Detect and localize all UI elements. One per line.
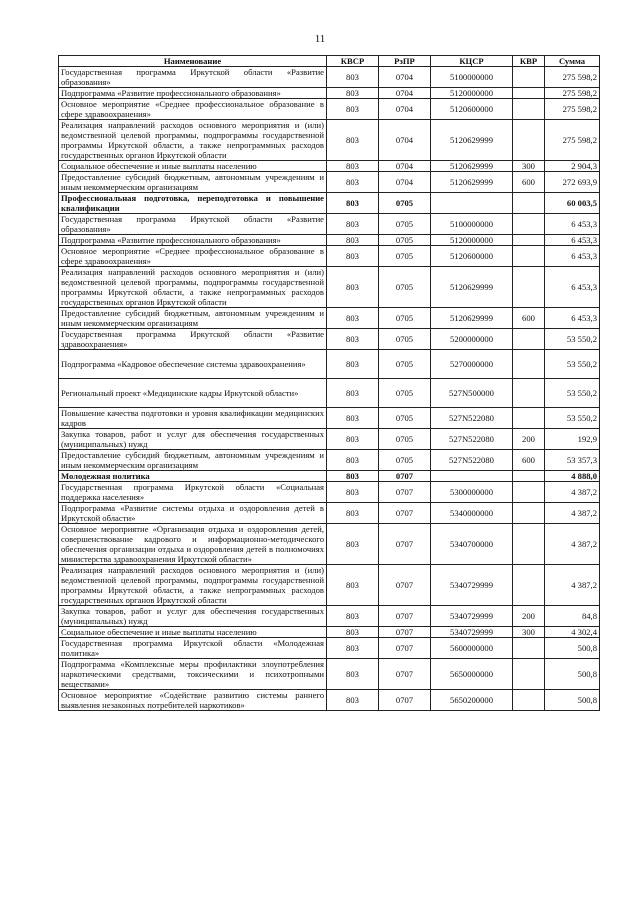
row-kvsr-cell: 803 (327, 638, 379, 659)
row-kcsr-cell: 5120000000 (431, 235, 513, 246)
table-row (59, 606, 600, 627)
table-row (59, 214, 600, 235)
row-kvr-cell (513, 482, 545, 503)
row-rzpr-cell: 0705 (379, 214, 431, 235)
table-row (59, 88, 600, 99)
row-kvsr-cell: 803 (327, 659, 379, 690)
row-kcsr-cell: 5120629999 (431, 172, 513, 193)
row-sum-cell: 2 904,3 (545, 161, 600, 172)
row-name-cell: Государственная программа Иркутской области «Социальная поддержка населения» (59, 482, 327, 503)
table-row (59, 565, 600, 606)
row-kvsr-cell: 803 (327, 450, 379, 471)
row-rzpr-cell: 0705 (379, 408, 431, 429)
row-name-cell: Основное мероприятие «Организация отдыха и оздоровления детей, совершенствование кадрового и информационно-методического обеспечения организации отдыха и оздоровления детей в полномочиях министерства здравоохранения Иркутской области» (59, 524, 327, 565)
row-kcsr-cell (431, 471, 513, 482)
row-kvsr-cell: 803 (327, 606, 379, 627)
row-rzpr-cell: 0707 (379, 524, 431, 565)
row-kcsr-cell: 5120600000 (431, 246, 513, 267)
row-name-cell: Подпрограмма «Комплексные меры профилактики злоупотребления наркотическими средствами, токсическими и психотропными веществами» (59, 659, 327, 690)
table-row (59, 308, 600, 329)
row-sum-cell: 6 453,3 (545, 308, 600, 329)
row-name-cell: Реализация направлений расходов основного мероприятия и (или) ведомственной целевой программы, подпрограммы государственной программы Иркутской области, а также непрограммных расходов государственных органов Иркутской области (59, 120, 327, 161)
row-kcsr-cell: 5340729999 (431, 606, 513, 627)
row-name-cell: Подпрограмма «Развитие системы отдыха и оздоровления детей в Иркутской области» (59, 503, 327, 524)
table-row (59, 524, 600, 565)
row-kcsr-cell: 5600000000 (431, 638, 513, 659)
table-row (59, 350, 600, 379)
row-name-cell: Подпрограмма «Развитие профессионального образования» (59, 235, 327, 246)
row-kcsr-cell: 5120000000 (431, 88, 513, 99)
row-rzpr-cell: 0705 (379, 308, 431, 329)
row-kcsr-cell: 5300000000 (431, 482, 513, 503)
row-kvr-cell: 600 (513, 172, 545, 193)
row-kvsr-cell: 803 (327, 524, 379, 565)
table-row (59, 172, 600, 193)
header-kcsr: КЦСР (431, 56, 513, 67)
table-row (59, 659, 600, 690)
row-rzpr-cell: 0707 (379, 659, 431, 690)
row-kcsr-cell: 5200000000 (431, 329, 513, 350)
row-sum-cell: 4 888,0 (545, 471, 600, 482)
row-kvr-cell: 600 (513, 308, 545, 329)
row-sum-cell: 53 550,2 (545, 408, 600, 429)
row-rzpr-cell: 0707 (379, 503, 431, 524)
row-kcsr-cell: 5100000000 (431, 214, 513, 235)
row-rzpr-cell: 0705 (379, 450, 431, 471)
row-sum-cell: 500,8 (545, 638, 600, 659)
table-row (59, 235, 600, 246)
table-row (59, 246, 600, 267)
row-sum-cell: 275 598,2 (545, 67, 600, 88)
row-kvsr-cell: 803 (327, 471, 379, 482)
row-name-cell: Государственная программа Иркутской области «Молодежная политика» (59, 638, 327, 659)
row-name-cell: Основное мероприятие «Содействие развитию системы раннего выявления незаконных потребителей наркотиков» (59, 690, 327, 711)
row-name-cell: Подпрограмма «Развитие профессионального образования» (59, 88, 327, 99)
row-kvr-cell (513, 379, 545, 408)
row-rzpr-cell: 0705 (379, 350, 431, 379)
header-name: Наименование (59, 56, 327, 67)
row-rzpr-cell: 0707 (379, 690, 431, 711)
row-sum-cell: 53 550,2 (545, 379, 600, 408)
row-kcsr-cell: 527N522080 (431, 429, 513, 450)
row-rzpr-cell: 0707 (379, 471, 431, 482)
row-kvr-cell (513, 214, 545, 235)
row-sum-cell: 53 357,3 (545, 450, 600, 471)
row-rzpr-cell: 0705 (379, 329, 431, 350)
table-row (59, 329, 600, 350)
row-name-cell: Профессиональная подготовка, переподготовка и повышение квалификации (59, 193, 327, 214)
row-sum-cell: 275 598,2 (545, 88, 600, 99)
row-kvr-cell (513, 235, 545, 246)
row-name-cell: Государственная программа Иркутской области «Развитие здравоохранения» (59, 329, 327, 350)
row-kvsr-cell: 803 (327, 88, 379, 99)
row-sum-cell: 4 387,2 (545, 524, 600, 565)
row-kvsr-cell: 803 (327, 99, 379, 120)
header-rzpr: РзПР (379, 56, 431, 67)
row-kvr-cell (513, 329, 545, 350)
row-kvsr-cell: 803 (327, 627, 379, 638)
row-name-cell: Предоставление субсидий бюджетным, автономным учреждениям и иным некоммерческим организациям (59, 450, 327, 471)
row-rzpr-cell: 0705 (379, 379, 431, 408)
row-kcsr-cell: 5120600000 (431, 99, 513, 120)
row-name-cell: Основное мероприятие «Среднее профессиональное образование в сфере здравоохранения» (59, 246, 327, 267)
row-kcsr-cell: 5650000000 (431, 659, 513, 690)
row-name-cell: Подпрограмма «Кадровое обеспечение системы здравоохранения» (59, 350, 327, 379)
table-row (59, 379, 600, 408)
table-row (59, 120, 600, 161)
table-row (59, 161, 600, 172)
row-kvr-cell (513, 88, 545, 99)
row-kvr-cell (513, 690, 545, 711)
row-rzpr-cell: 0705 (379, 246, 431, 267)
row-kvr-cell (513, 408, 545, 429)
row-kvsr-cell: 803 (327, 429, 379, 450)
row-kvsr-cell: 803 (327, 193, 379, 214)
row-name-cell: Региональный проект «Медицинские кадры Иркутской области» (59, 379, 327, 408)
row-sum-cell: 4 387,2 (545, 482, 600, 503)
table-header-row (59, 56, 600, 67)
table-row (59, 690, 600, 711)
row-kvsr-cell: 803 (327, 308, 379, 329)
row-kvr-cell: 300 (513, 627, 545, 638)
row-sum-cell: 84,8 (545, 606, 600, 627)
row-rzpr-cell: 0704 (379, 120, 431, 161)
row-kvr-cell (513, 350, 545, 379)
row-name-cell: Социальное обеспечение и иные выплаты населению (59, 161, 327, 172)
row-kvsr-cell: 803 (327, 267, 379, 308)
row-rzpr-cell: 0707 (379, 627, 431, 638)
row-name-cell: Предоставление субсидий бюджетным, автономным учреждениям и иным некоммерческим организациям (59, 308, 327, 329)
row-name-cell: Основное мероприятие «Среднее профессиональное образование в сфере здравоохранения» (59, 99, 327, 120)
row-kvsr-cell: 803 (327, 379, 379, 408)
row-kcsr-cell (431, 193, 513, 214)
row-rzpr-cell: 0707 (379, 565, 431, 606)
row-sum-cell: 53 550,2 (545, 329, 600, 350)
row-name-cell: Закупка товаров, работ и услуг для обеспечения государственных (муниципальных) нужд (59, 606, 327, 627)
table-row (59, 429, 600, 450)
row-kcsr-cell: 5120629999 (431, 267, 513, 308)
row-kvsr-cell: 803 (327, 235, 379, 246)
row-sum-cell: 6 453,3 (545, 267, 600, 308)
row-kvr-cell (513, 67, 545, 88)
row-rzpr-cell: 0705 (379, 267, 431, 308)
row-kvsr-cell: 803 (327, 214, 379, 235)
budget-table (58, 55, 600, 711)
row-kvr-cell: 200 (513, 606, 545, 627)
row-kvr-cell (513, 638, 545, 659)
row-kvr-cell (513, 503, 545, 524)
row-kcsr-cell: 5120629999 (431, 120, 513, 161)
row-kcsr-cell: 5270000000 (431, 350, 513, 379)
row-name-cell: Государственная программа Иркутской области «Развитие образования» (59, 67, 327, 88)
row-sum-cell: 272 693,9 (545, 172, 600, 193)
row-name-cell: Молодежная политика (59, 471, 327, 482)
header-kvr: КВР (513, 56, 545, 67)
row-sum-cell: 275 598,2 (545, 120, 600, 161)
row-rzpr-cell: 0707 (379, 606, 431, 627)
row-kvsr-cell: 803 (327, 329, 379, 350)
row-kcsr-cell: 5120629999 (431, 308, 513, 329)
row-kvr-cell (513, 565, 545, 606)
row-name-cell: Реализация направлений расходов основного мероприятия и (или) ведомственной целевой программы, подпрограммы государственной программы Иркутской области, а также непрограммных расходов государственных органов Иркутской области (59, 267, 327, 308)
row-kvsr-cell: 803 (327, 161, 379, 172)
row-kcsr-cell: 5340729999 (431, 627, 513, 638)
row-kvsr-cell: 803 (327, 120, 379, 161)
row-sum-cell: 6 453,3 (545, 214, 600, 235)
row-sum-cell: 60 003,5 (545, 193, 600, 214)
table-body (59, 67, 600, 711)
row-sum-cell: 53 550,2 (545, 350, 600, 379)
row-sum-cell: 500,8 (545, 690, 600, 711)
header-kvsr: КВСР (327, 56, 379, 67)
row-kvr-cell (513, 193, 545, 214)
row-kvr-cell (513, 99, 545, 120)
row-kvsr-cell: 803 (327, 172, 379, 193)
row-rzpr-cell: 0705 (379, 429, 431, 450)
row-kcsr-cell: 5340000000 (431, 503, 513, 524)
row-kvsr-cell: 803 (327, 246, 379, 267)
row-rzpr-cell: 0704 (379, 172, 431, 193)
row-rzpr-cell: 0705 (379, 235, 431, 246)
row-sum-cell: 500,8 (545, 659, 600, 690)
row-kcsr-cell: 5100000000 (431, 67, 513, 88)
row-kvsr-cell: 803 (327, 565, 379, 606)
row-sum-cell: 4 387,2 (545, 503, 600, 524)
row-kcsr-cell: 5340729999 (431, 565, 513, 606)
table-row (59, 408, 600, 429)
table-row (59, 193, 600, 214)
table-row (59, 627, 600, 638)
row-kvsr-cell: 803 (327, 690, 379, 711)
row-kvr-cell: 200 (513, 429, 545, 450)
row-name-cell: Социальное обеспечение и иные выплаты населению (59, 627, 327, 638)
row-kvr-cell (513, 267, 545, 308)
row-rzpr-cell: 0704 (379, 99, 431, 120)
row-rzpr-cell: 0704 (379, 161, 431, 172)
row-rzpr-cell: 0704 (379, 88, 431, 99)
table-row (59, 450, 600, 471)
row-kvr-cell (513, 471, 545, 482)
row-kcsr-cell: 5340700000 (431, 524, 513, 565)
row-kcsr-cell: 527N522080 (431, 408, 513, 429)
row-kvsr-cell: 803 (327, 67, 379, 88)
row-name-cell: Закупка товаров, работ и услуг для обеспечения государственных (муниципальных) нужд (59, 429, 327, 450)
table-row (59, 482, 600, 503)
row-name-cell: Предоставление субсидий бюджетным, автономным учреждениям и иным некоммерческим организациям (59, 172, 327, 193)
table-row (59, 267, 600, 308)
row-rzpr-cell: 0707 (379, 482, 431, 503)
table-row (59, 471, 600, 482)
row-kvsr-cell: 803 (327, 350, 379, 379)
row-kvsr-cell: 803 (327, 482, 379, 503)
row-name-cell: Повышение качества подготовки и уровня квалификации медицинских кадров (59, 408, 327, 429)
row-sum-cell: 275 598,2 (545, 99, 600, 120)
row-kvr-cell (513, 524, 545, 565)
row-kvsr-cell: 803 (327, 503, 379, 524)
row-kcsr-cell: 5650200000 (431, 690, 513, 711)
row-sum-cell: 6 453,3 (545, 246, 600, 267)
row-rzpr-cell: 0705 (379, 193, 431, 214)
header-sum: Сумма (545, 56, 600, 67)
row-kcsr-cell: 5120629999 (431, 161, 513, 172)
table-row (59, 638, 600, 659)
page-number: 11 (314, 33, 326, 45)
row-name-cell: Государственная программа Иркутской области «Развитие образования» (59, 214, 327, 235)
row-kvr-cell: 600 (513, 450, 545, 471)
table-row (59, 99, 600, 120)
row-sum-cell: 4 302,4 (545, 627, 600, 638)
row-kvsr-cell: 803 (327, 408, 379, 429)
row-kvr-cell: 300 (513, 161, 545, 172)
row-kvr-cell (513, 120, 545, 161)
row-kcsr-cell: 527N500000 (431, 379, 513, 408)
row-sum-cell: 192,9 (545, 429, 600, 450)
table-row (59, 503, 600, 524)
row-rzpr-cell: 0704 (379, 67, 431, 88)
row-kvr-cell (513, 246, 545, 267)
row-kcsr-cell: 527N522080 (431, 450, 513, 471)
row-sum-cell: 6 453,3 (545, 235, 600, 246)
row-rzpr-cell: 0707 (379, 638, 431, 659)
row-kvr-cell (513, 659, 545, 690)
row-sum-cell: 4 387,2 (545, 565, 600, 606)
table-row (59, 67, 600, 88)
row-name-cell: Реализация направлений расходов основного мероприятия и (или) ведомственной целевой программы, подпрограммы государственной программы Иркутской области, а также непрограммных расходов государственных органов Иркутской области (59, 565, 327, 606)
